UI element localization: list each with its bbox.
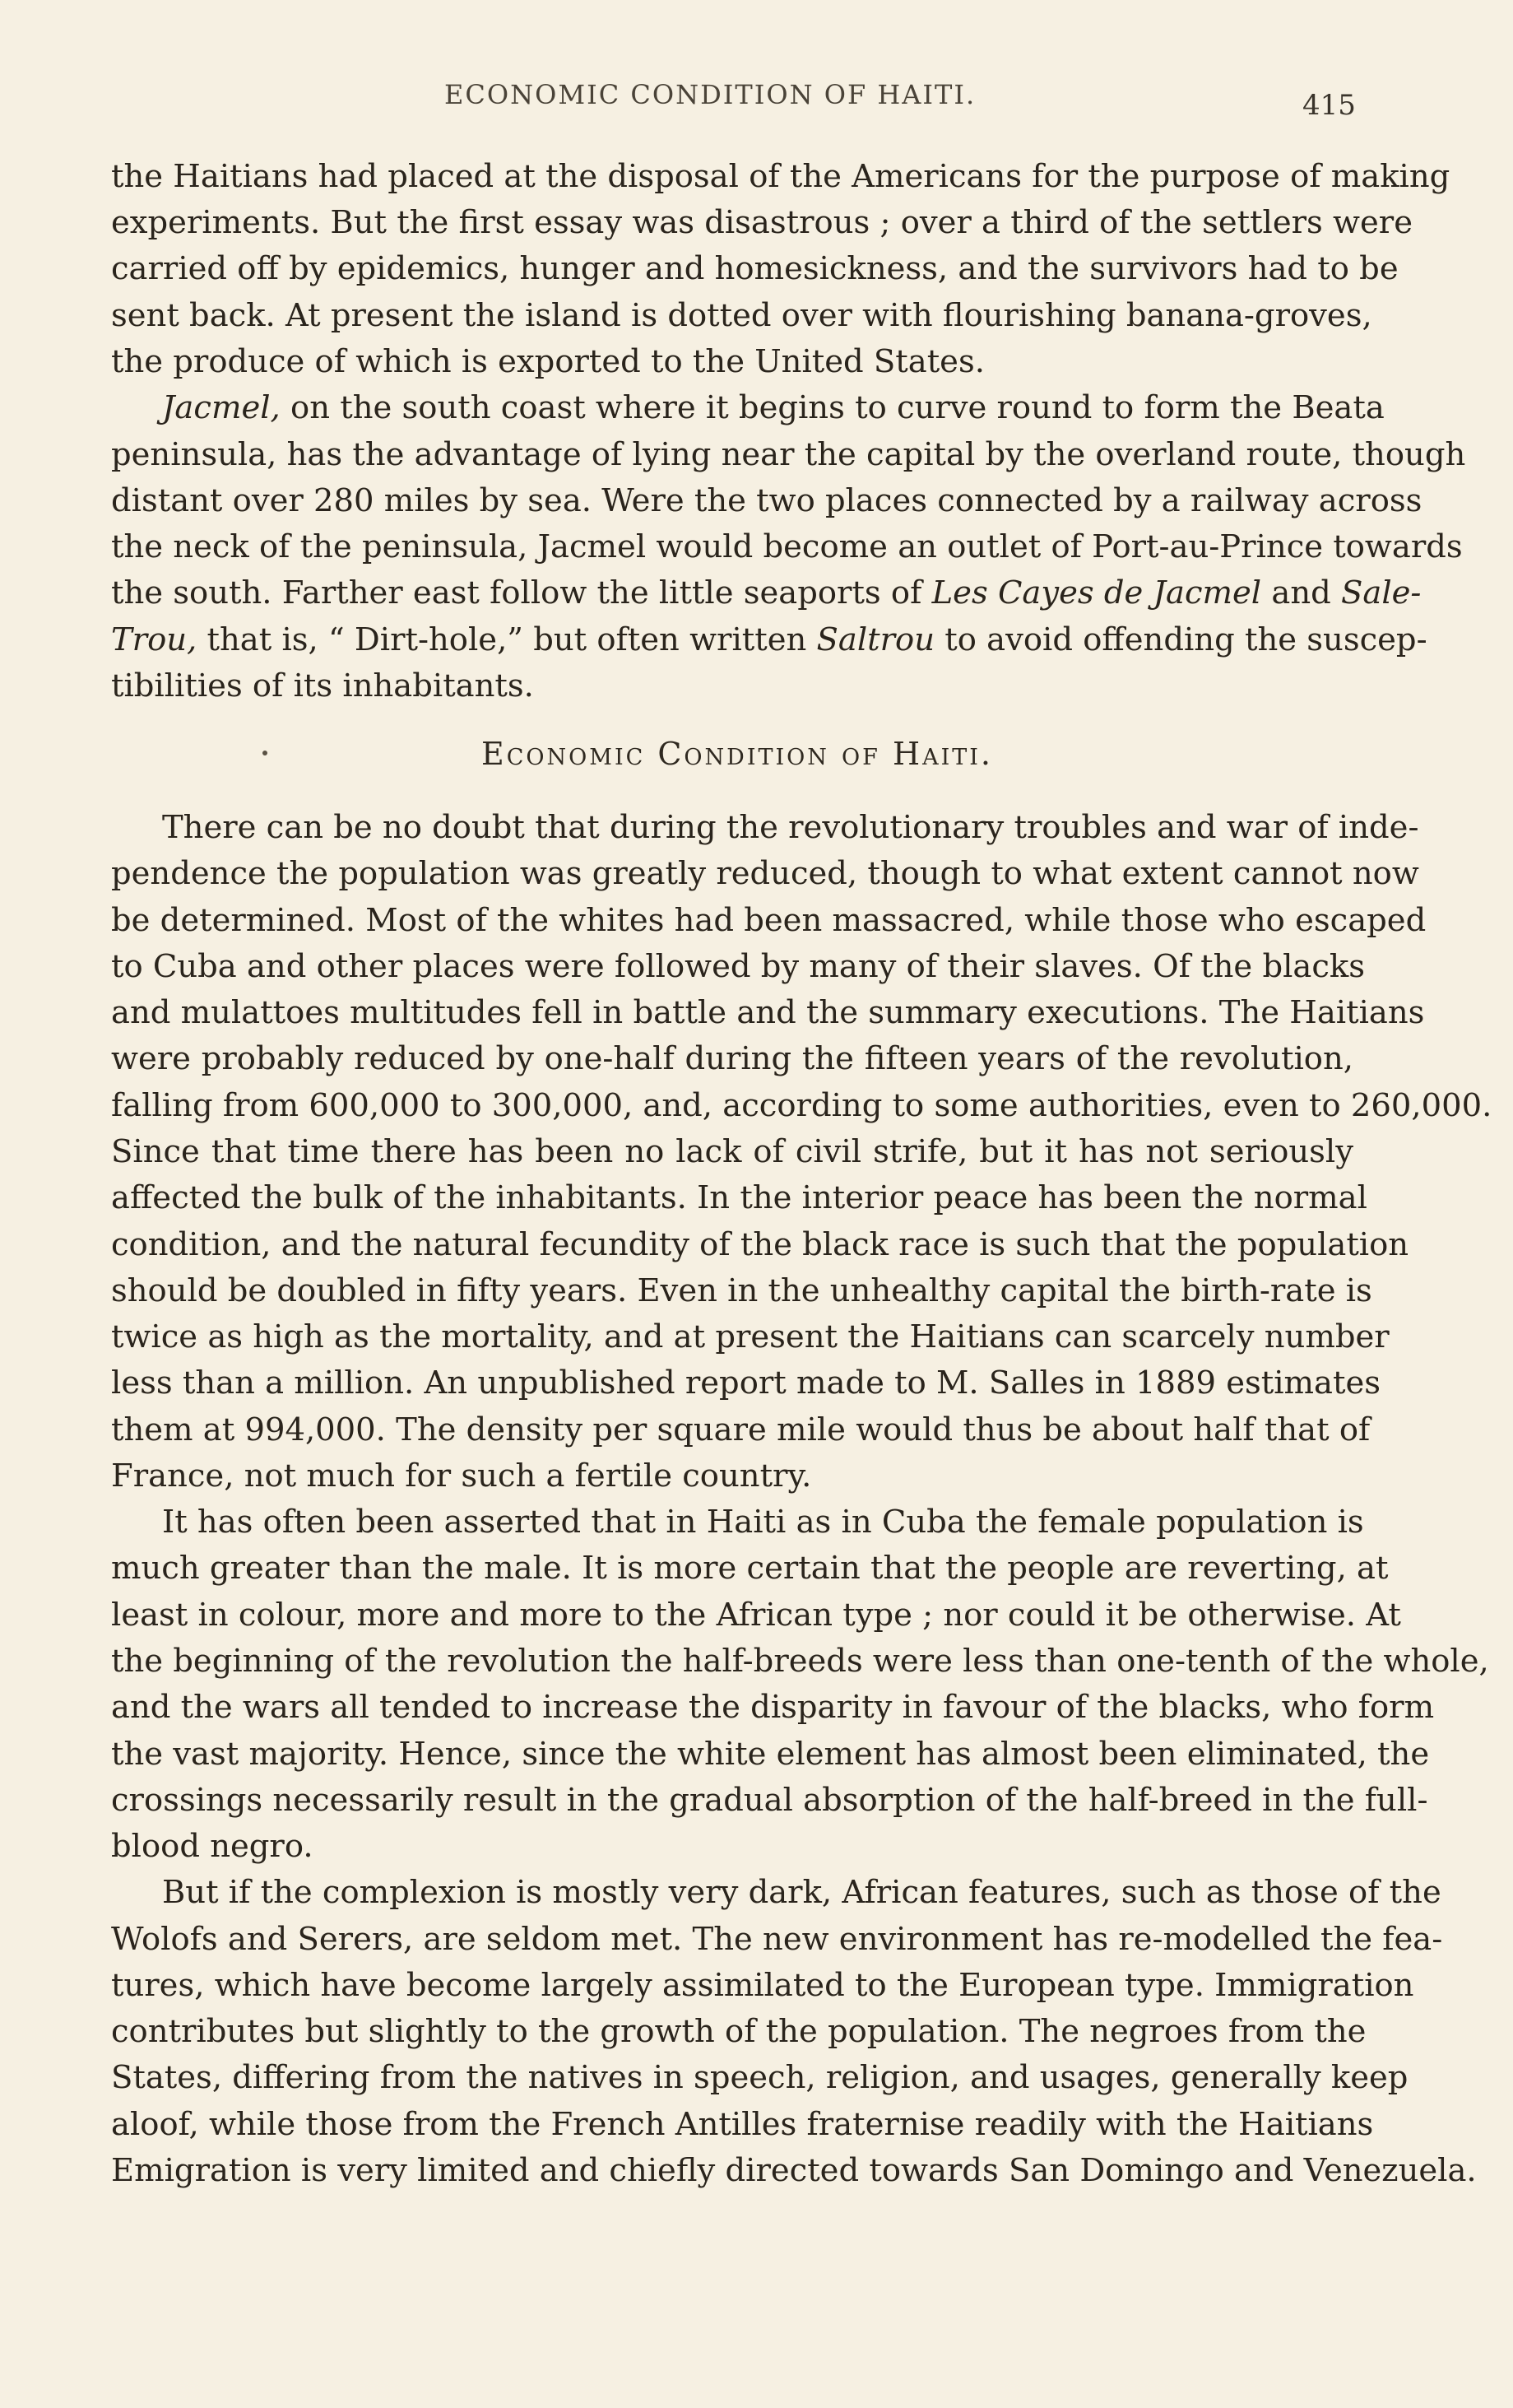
text-line: carried off by epidemics, hunger and homesickness, and the survivors had to be xyxy=(111,250,1399,287)
stray-mark xyxy=(262,751,267,755)
text-line: the beginning of the revolution the half-breeds were less than one-tenth of the whole, xyxy=(111,1643,1489,1680)
section-heading: Economic Condition of Haiti. xyxy=(481,736,994,772)
text-line: them at 994,000. The density per square mile would thus be about half that of xyxy=(111,1411,1371,1448)
text-line: condition, and the natural fecundity of the black race is such that the population xyxy=(111,1226,1409,1263)
text-line: the neck of the peninsula, Jacmel would become an outlet of Port-au-Prince towards xyxy=(111,528,1463,565)
running-head: ECONOMIC CONDITION OF HAITI. xyxy=(444,79,977,110)
text-line: crossings necessarily result in the gradual absorption of the half-breed in the full- xyxy=(111,1782,1428,1819)
text-line: least in colour, more and more to the African type ; nor could it be otherwise. At xyxy=(111,1597,1401,1634)
text-line: blood negro. xyxy=(111,1828,313,1865)
text-line: France, not much for such a fertile country. xyxy=(111,1457,812,1495)
text-run: that is, “ Dirt-hole,” but often written xyxy=(197,621,817,658)
italic-place-name: Sale- xyxy=(1341,574,1422,611)
italic-place-name: Trou, xyxy=(111,621,197,658)
text-line: Since that time there has been no lack of civil strife, but it has not seriously xyxy=(111,1133,1353,1170)
text-line: should be doubled in fifty years. Even in the unhealthy capital the birth-rate is xyxy=(111,1272,1372,1309)
text-line: But if the complexion is mostly very dark, African features, such as those of the xyxy=(162,1874,1441,1911)
text-run: on the south coast where it begins to curve round to form the Beata xyxy=(280,389,1385,426)
text-line: and the wars all tended to increase the disparity in favour of the blacks, who form xyxy=(111,1689,1435,1726)
text-line: the vast majority. Hence, since the white element has almost been eliminated, the xyxy=(111,1736,1430,1773)
text-line: less than a million. An unpublished report made to M. Salles in 1889 estimates xyxy=(111,1364,1381,1402)
text-line: Emigration is very limited and chiefly directed towards San Domingo and Venezuela. xyxy=(111,2152,1477,2189)
text-run: and xyxy=(1261,574,1341,611)
text-line: pendence the population was greatly reduced, though to what extent cannot now xyxy=(111,855,1419,892)
text-line: and mulattoes multitudes fell in battle and the summary executions. The Haitians xyxy=(111,994,1425,1031)
text-line: the produce of which is exported to the United States. xyxy=(111,343,985,380)
text-line: Wolofs and Serers, are seldom met. The new environment has re-modelled the fea- xyxy=(111,1921,1443,1958)
text-line: to Cuba and other places were followed by many of their slaves. Of the blacks xyxy=(111,948,1366,985)
text-line: twice as high as the mortality, and at present the Haitians can scarcely number xyxy=(111,1318,1390,1355)
text-line: experiments. But the first essay was disastrous ; over a third of the settlers were xyxy=(111,204,1413,241)
text-line: the Haitians had placed at the disposal of the Americans for the purpose of making xyxy=(111,158,1450,195)
italic-place-name: Saltrou xyxy=(816,621,935,658)
page-number: 415 xyxy=(1302,89,1356,122)
text-line xyxy=(111,617,1427,663)
italic-place-name: Les Cayes de Jacmel xyxy=(931,574,1262,611)
text-line: tibilities of its inhabitants. xyxy=(111,667,534,704)
text-line: contributes but slightly to the growth of the population. The negroes from the xyxy=(111,2013,1367,2050)
text-line: It has often been asserted that in Haiti as in Cuba the female population is xyxy=(162,1504,1364,1541)
text-line: much greater than the male. It is more certain that the people are reverting, at xyxy=(111,1550,1389,1587)
text-line: tures, which have become largely assimilated to the European type. Immigration xyxy=(111,1967,1414,2004)
text-line: sent back. At present the island is dotted over with flourishing banana-groves, xyxy=(111,297,1372,334)
italic-place-name: Jacmel, xyxy=(162,389,281,426)
text-line: There can be no doubt that during the revolutionary troubles and war of inde- xyxy=(162,809,1419,846)
text-line: be determined. Most of the whites had been massacred, while those who escaped xyxy=(111,902,1427,939)
text-line xyxy=(111,570,1422,616)
text-line: falling from 600,000 to 300,000, and, according to some authorities, even to 260,000. xyxy=(111,1087,1492,1124)
text-line: were probably reduced by one-half during the fifteen years of the revolution, xyxy=(111,1040,1353,1077)
text-line: distant over 280 miles by sea. Were the two places connected by a railway across xyxy=(111,482,1422,519)
text-line xyxy=(162,385,1385,431)
text-line: peninsula, has the advantage of lying near the capital by the overland route, though xyxy=(111,436,1466,473)
text-line: affected the bulk of the inhabitants. In the interior peace has been the normal xyxy=(111,1179,1367,1216)
text-run: to avoid offending the suscep- xyxy=(935,621,1427,658)
text-line: aloof, while those from the French Antilles fraternise readily with the Haitians xyxy=(111,2106,1374,2143)
text-line: States, differing from the natives in speech, religion, and usages, generally keep xyxy=(111,2059,1409,2096)
text-run: the south. Farther east follow the little seaports of xyxy=(111,574,932,611)
